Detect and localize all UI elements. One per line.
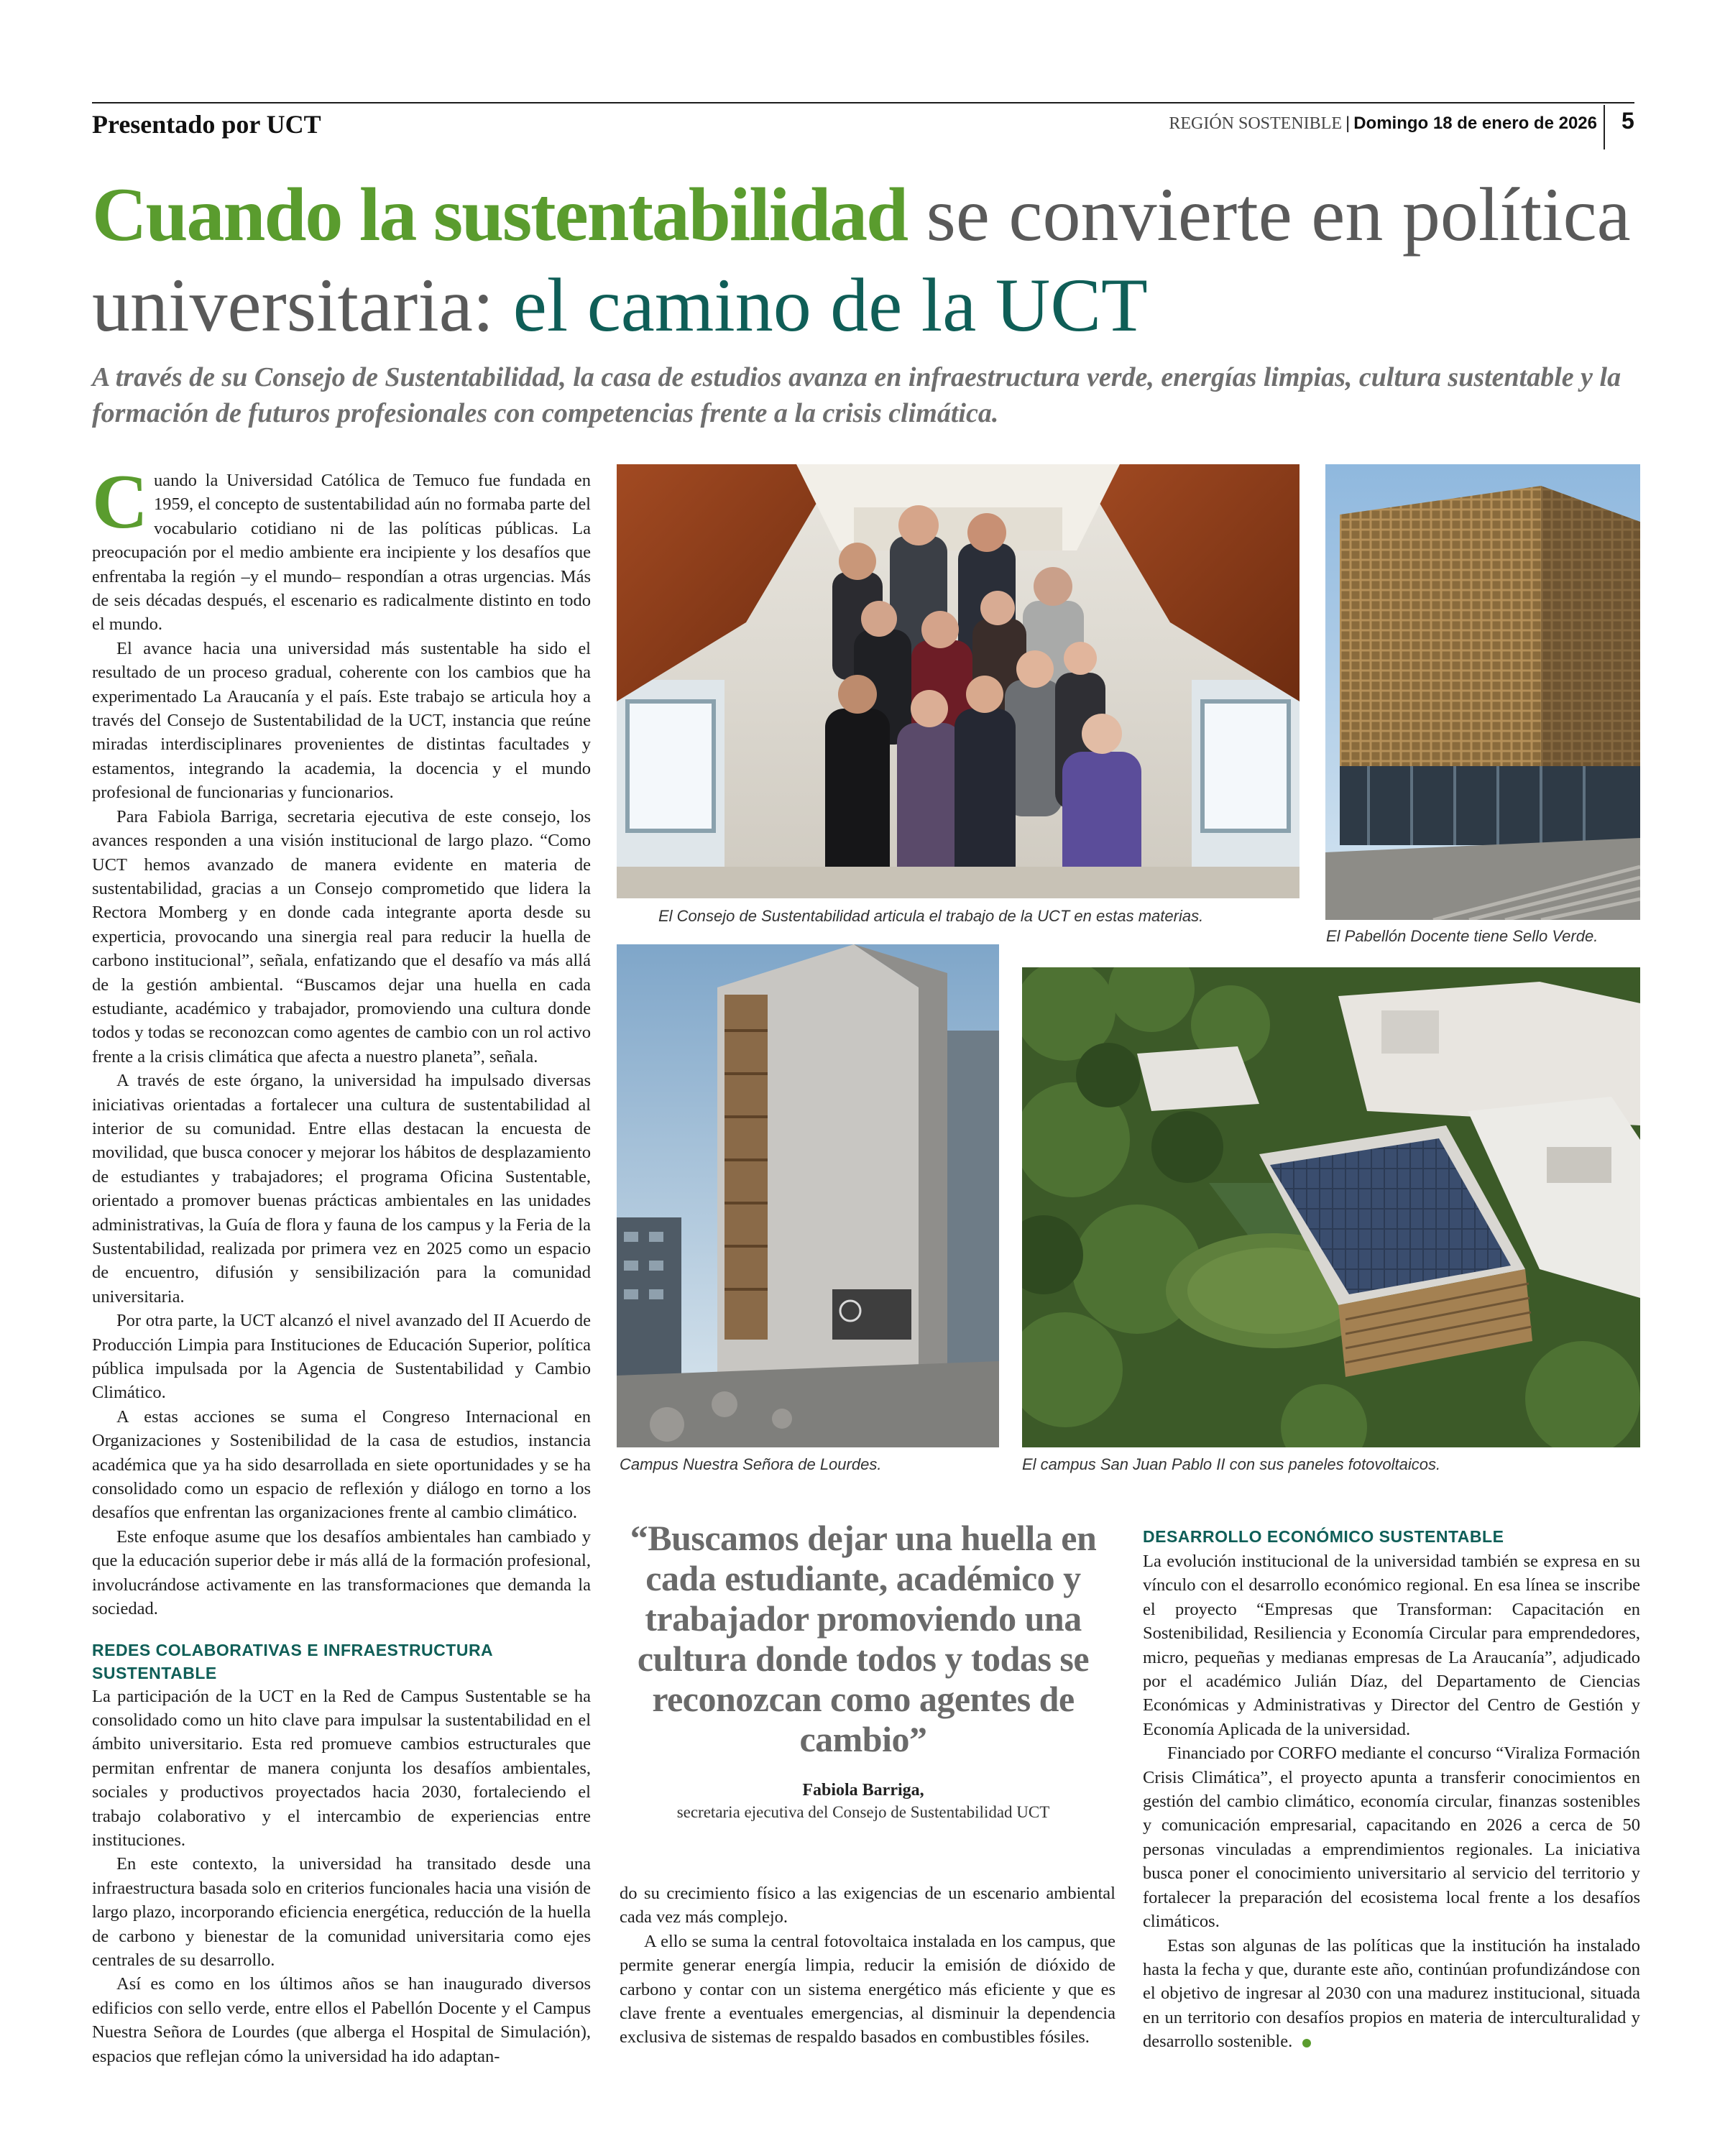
paragraph: Así es como en los últimos años se han inaugurado diversos edificios con sello verde, entre ellos el Pabellón Docente y el Campus Nuestra Señora de Lourdes (que alberga el Hospital de Simulación), espacios que reflejan cómo la universidad ha ido adaptan- [92,1974,591,2066]
pavilion-illustration [1325,464,1640,920]
headline-gray: se convierte en política universitaria: [92,172,1631,347]
header-meta [1169,114,1597,134]
deck: A través de su Consejo de Sustentabilidad, la casa de estudios avanza en infraestructura verde, energías limpias, cultura sustentable y la formación de futuros profesionales con competencias frente a la crisis climática. [92,362,1622,428]
subheading: REDES COLABORATIVAS E INFRAESTRUCTURA SUSTENTABLE [92,1640,493,1682]
pull-quote [622,1518,1104,1822]
sanjuan-illustration [1022,967,1640,1447]
pavilion-photo [1325,464,1640,920]
council-group-photo [617,464,1300,898]
paragraph: do su crecimiento físico a las exigencias de un escenario ambiental cada vez más complejo. [620,1884,1116,1927]
headline [92,170,1637,351]
paragraph: A través de este órgano, la universidad ha impulsado diversas iniciativas orientadas a fortalecer una cultura de sustentabilidad al interior de su comunidad. Entre ellas destacan la encuesta de movilidad, que busca conocer y mejorar los hábitos de desplazamiento de estudiantes y trabajadores; el programa Oficina Sustentable, orientado a promover buenas prácticas ambientales en las unidades administrativas, la Guía de flora y fauna de los campus y la Feria de la Sustentabilidad, realizada por primera vez en 2025 como un espacio de encuentro, difusión y sensibilización para la comunidad universitaria. [92,1071,591,1307]
caption-pavilion: El Pabellón Docente tiene Sello Verde. [1326,927,1598,945]
meta-separator: | [1345,114,1351,133]
caption-lourdes: Campus Nuestra Señora de Lourdes. [620,1455,882,1473]
sanjuan-campus-photo [1022,967,1640,1447]
end-bullet-icon [1302,2039,1311,2047]
issue-date: Domingo 18 de enero de 2026 [1353,114,1597,133]
article-column-3 [1143,1525,1640,2054]
paragraph: El avance hacia una universidad más sustentable ha sido el resultado de un proceso gradual, coherente con los cambios que ha experimentado La Araucanía y el país. Este trabajo se articula hoy a través del Consejo de Sustentabilidad de la UCT, instancia que reúne miradas interdisciplinares provenientes de distintas facultades y estamentos, integrando la academia, la docencia y el mundo profesional de funcionarias y funcionarios. [92,638,591,803]
page-number: 5 [1622,108,1634,134]
drop-cap: C [92,459,148,545]
page-number-rule [1604,105,1605,149]
subheading: DESARROLLO ECONÓMICO SUSTENTABLE [1143,1527,1504,1546]
paragraph: En este contexto, la universidad ha transitado desde una infraestructura basada solo en criterios funcionales hacia una visión de largo plazo, incorporando eficiencia energética, reducción de la huella de carbono y bienestar de la comunidad universitaria como ejes centrales de su desarrollo. [92,1854,591,1970]
caption-sanjuan: El campus San Juan Pablo II con sus paneles fotovoltaicos. [1022,1455,1441,1473]
headline-teal: el camino de la UCT [494,263,1148,347]
article-column-2 [620,1881,1116,2050]
paragraph: Para Fabiola Barriga, secretaria ejecutiva de este consejo, los avances responden a una visión institucional de largo plazo. “Como UCT hemos avanzado de manera evidente en materia de sustentabilidad, gracias a un Consejo comprometido que lidera la Rectora Momberg y en donde cada integrante aporta desde su experticia, provocando una sinergia real para reducir la huella de carbono institucional”, señala, enfatizando que el desafío va más allá de la gestión ambiental. “Buscamos dejar una huella en cada estudiante, académico y trabajador, promoviendo una cultura donde todos y todas se reconozcan como agentes de cambio con un rol activo frente a la crisis climática que afecta a nuestro planeta”, señala. [92,806,591,1067]
council-group-illustration [617,464,1300,898]
section-name: REGIÓN SOSTENIBLE [1169,114,1342,133]
paragraph-text: uando la Universidad Católica de Temuco fue fundada en 1959, el concepto de sustentabilidad aún no formaba parte del vocabulario cotidiano ni de las políticas públicas. La preocupación por el medio ambiente era incipiente y los desafíos que enfrentaba la región –y el mundo– respondían a otras urgencias. Más de seis décadas después, el escenario es radicalmente distinto en todo el mundo. [92,471,591,635]
paragraph: Financiado por CORFO mediante el concurso “Viraliza Formación Crisis Climática”, el proyecto apunta a transferir conocimientos en gestión del cambio climático, economía circular, finanzas sostenibles y comunicación empresarial, capacitando en 2026 a cerca de 50 personas vinculadas a emprendimientos regionales. La iniciativa busca poner el conocimiento universitario al servicio del territorio y fortalecer la preparación del ecosistema local frente a los desafíos climáticos. [1143,1743,1640,1932]
paragraph-text: Estas son algunas de las políticas que la institución ha instalado hasta la fecha y que, durante este año, continúan profundizándose con el objetivo de ingresar al 2030 con una madurez institucional, situada en un territorio con desafíos propios en materia de interculturalidad y desarrollo sostenible. [1143,1935,1640,2052]
lourdes-illustration [617,944,999,1447]
lourdes-campus-photo [617,944,999,1447]
paragraph: A estas acciones se suma el Congreso Internacional en Organizaciones y Sostenibilidad de la casa de estudios, instancia académica que ya ha sido desarrollada en siete oportunidades y se ha consolidado como un espacio de reflexión y diálogo en torno a los desafíos que enfrentan las organizaciones frente al cambio climático. [92,1406,591,1523]
paragraph: Este enfoque asume que los desafíos ambientales han cambiado y que la educación superior debe ir más allá de la formación profesional, involucrándose activamente en las transformaciones que demanda la sociedad. [92,1526,591,1619]
presented-by: Presentado por UCT [92,110,321,139]
paragraph [92,459,591,637]
pull-quote-text: “Buscamos dejar una huella en cada estudiante, académico y trabajador promoviendo una cultura donde todos y todas se reconozcan como agentes de cambio” [630,1518,1097,1759]
article-column-1 [92,459,591,2068]
paragraph [1143,1934,1640,2054]
header-rule [92,102,1634,103]
paragraph: A ello se suma la central fotovoltaica instalada en los campus, que permite generar energía limpia, reducir la emisión de dióxido de carbono y contar con un sistema energético más eficiente y que es clave frente a eventuales emergencias, al disminuir la dependencia exclusiva de sistemas de respaldo basados en combustibles fósiles. [620,1931,1116,2047]
caption-council: El Consejo de Sustentabilidad articula el trabajo de la UCT en estas materias. [658,907,1204,925]
pull-quote-role: secretaria ejecutiva del Consejo de Sustentabilidad UCT [676,1803,1050,1821]
paragraph: La participación de la UCT en la Red de Campus Sustentable se ha consolidado como un hito clave para impulsar la sustentabilidad en el ámbito universitario. Esta red promueve cambios estructurales que permitan enfrentar de manera conjunta los desafíos ambientales, sociales y productivos proyectados hacia 2030, fortaleciendo el trabajo colaborativo y el intercambio de experiencias entre instituciones. [92,1686,591,1850]
paragraph: La evolución institucional de la universidad también se expresa en su vínculo con el desarrollo económico regional. En esa línea se inscribe el proyecto “Empresas que Transforman: Capacitación en Sostenibilidad, Resiliencia y Economía Circular para emprendedores, micro, pequeñas y medianas empresas de La Araucanía”, adjudicado por el académico Julián Díaz, del Departamento de Ciencias Económicas y Administrativas y Director del Centro de Gestión y Economía Aplicada de la universidad. [1143,1552,1640,1739]
paragraph: Por otra parte, la UCT alcanzó el nivel avanzado del II Acuerdo de Producción Limpia para Instituciones de Educación Superior, política pública impulsada por la Agencia de Sustentabilidad y Cambio Climático. [92,1311,591,1403]
headline-green: Cuando la sustentabilidad [92,172,908,257]
pull-quote-author: Fabiola Barriga, [802,1781,924,1800]
